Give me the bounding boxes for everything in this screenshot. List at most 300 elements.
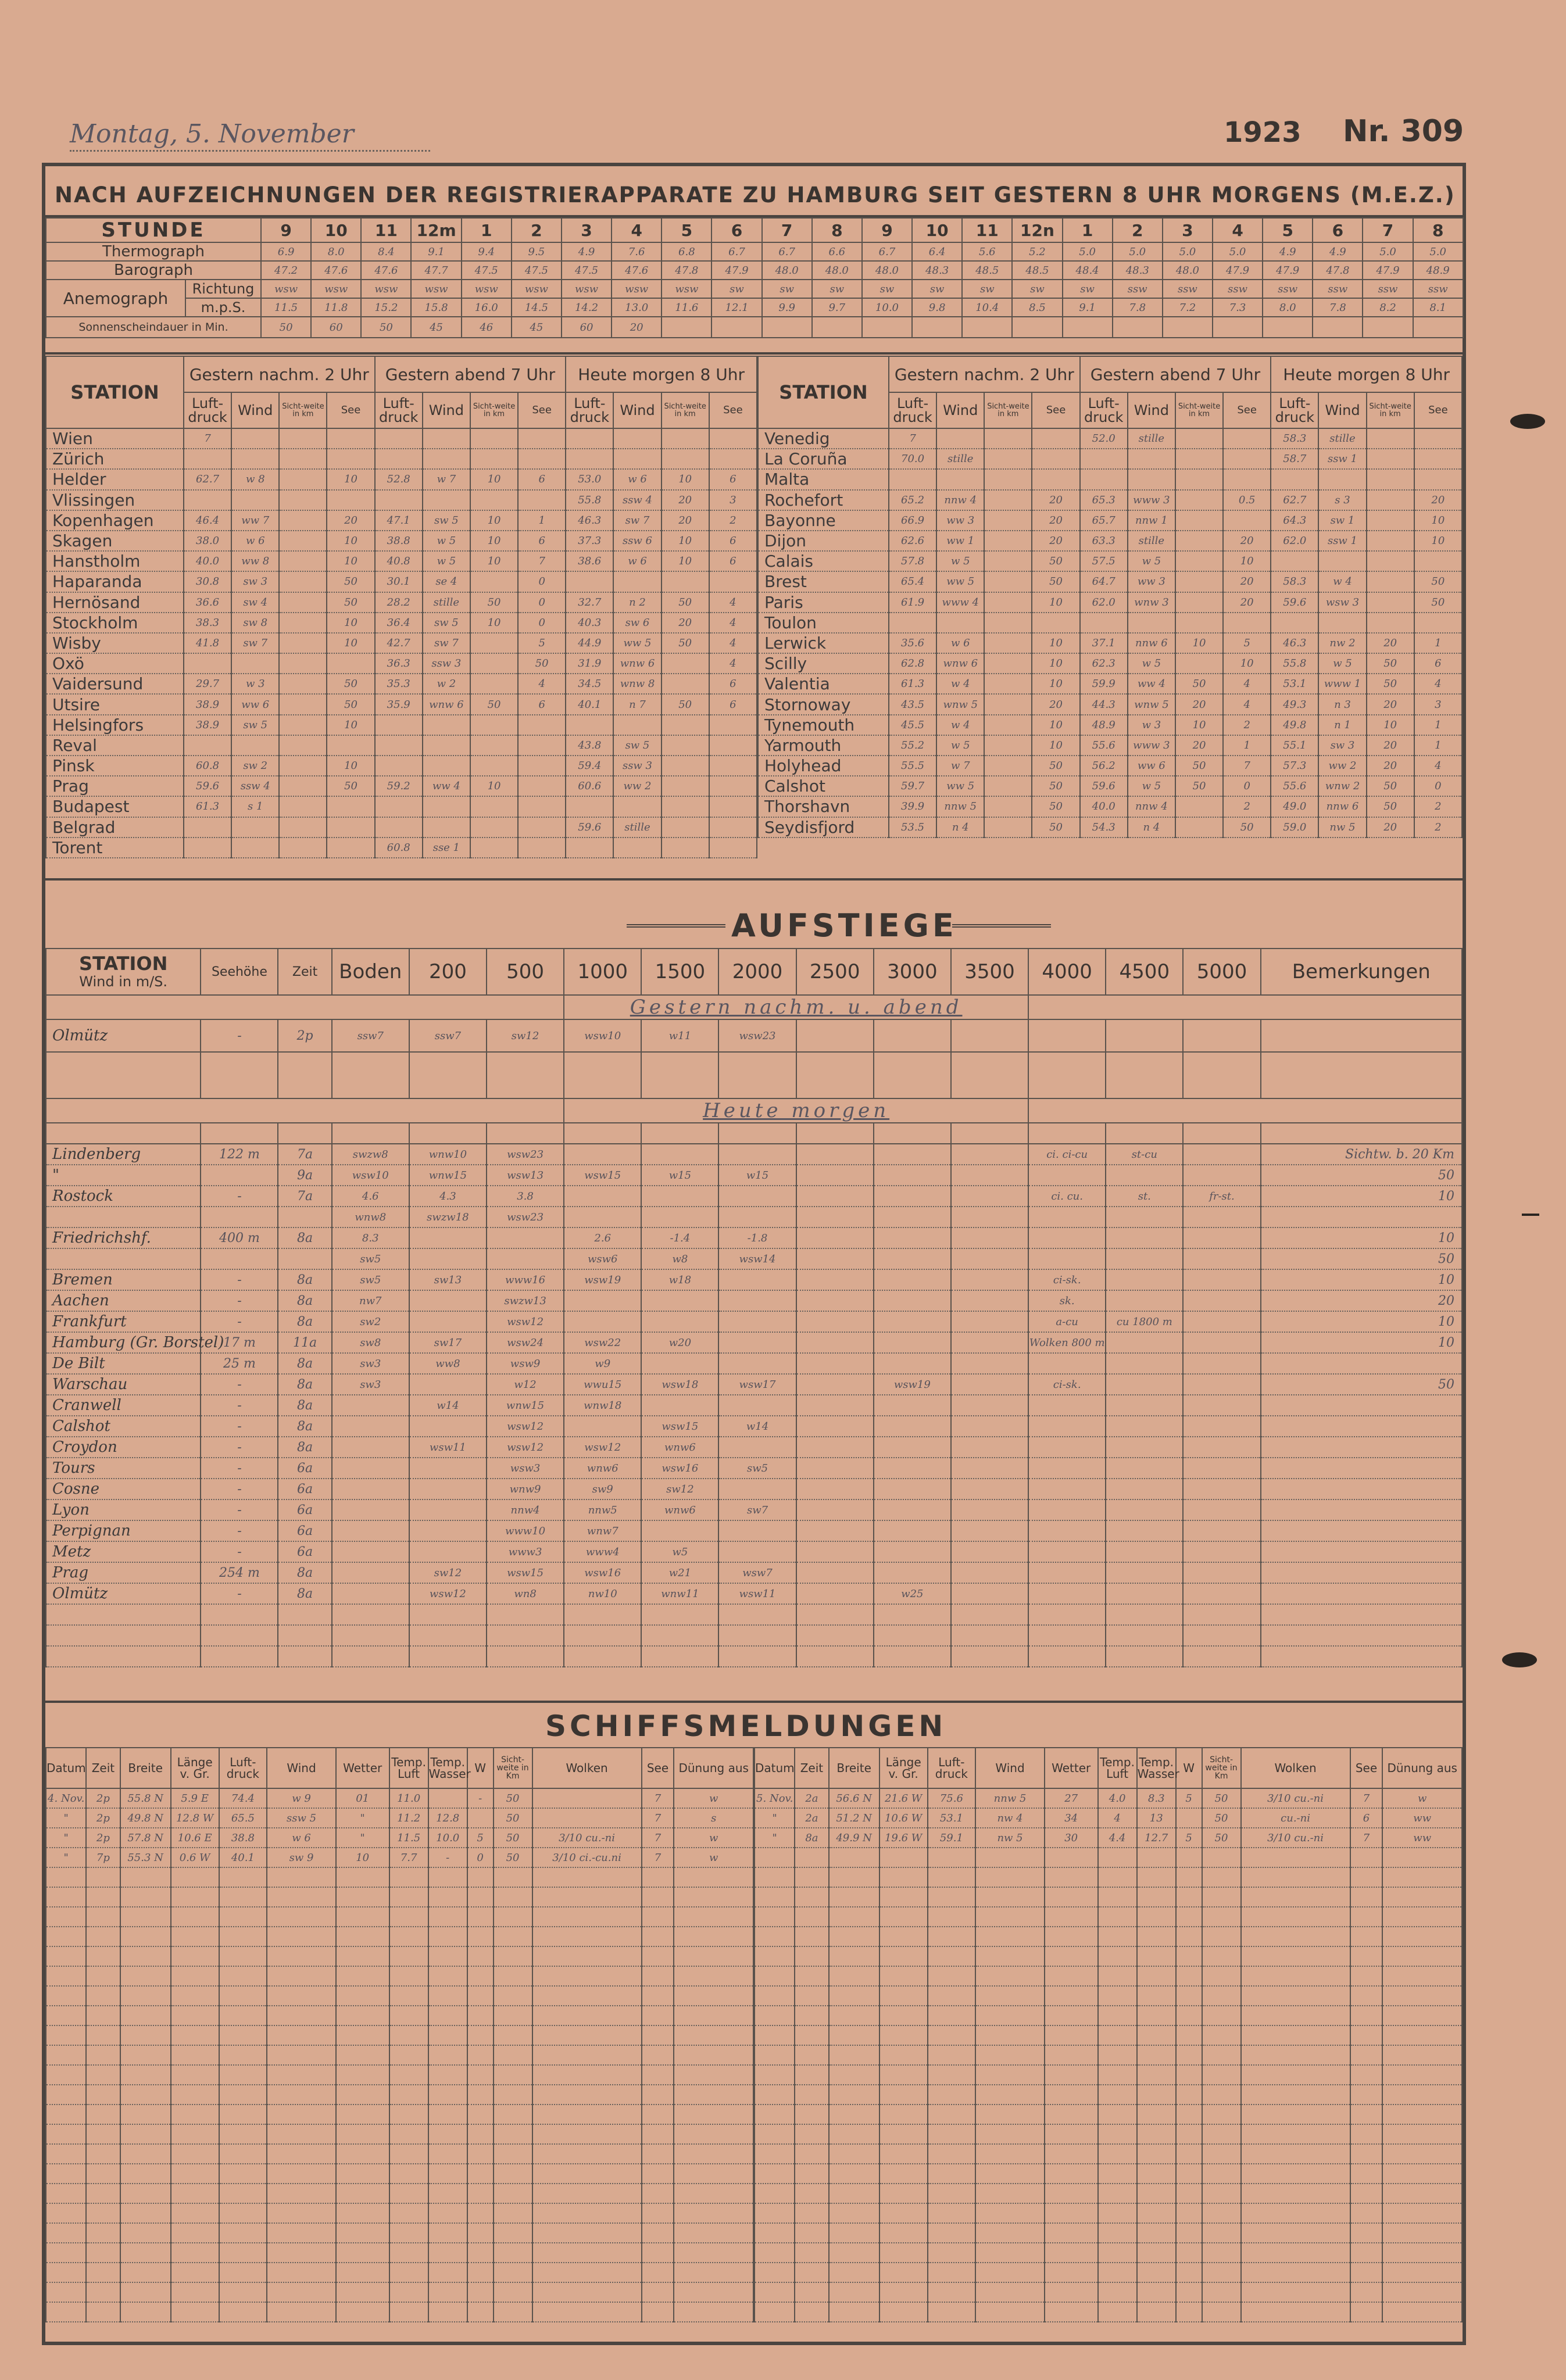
ship-value: 51.2 N (829, 1808, 879, 1828)
station-name: Pinsk (46, 756, 184, 776)
ascent-wind (1028, 1395, 1106, 1416)
ascent-wind: wnw11 (641, 1583, 718, 1604)
obs-value (375, 796, 423, 817)
ship-row (755, 1788, 1462, 1808)
ascent-wind (332, 1437, 409, 1458)
row-sublabel: m.p.S. (185, 298, 261, 317)
ascent-wind (718, 1520, 796, 1541)
obs-value (470, 817, 518, 838)
ascent-wind: wnw7 (564, 1520, 641, 1541)
obs-value: 6 (1414, 653, 1462, 674)
obs-value: 50 (1414, 592, 1462, 613)
station-table-right (757, 356, 1463, 838)
ship-row (46, 2085, 753, 2105)
ascent-wind: w15 (641, 1165, 718, 1186)
ascent-zeit: 6a (278, 1499, 331, 1520)
hourly-value: 5.0 (1413, 242, 1463, 261)
ascent-wind: wwu15 (564, 1374, 641, 1395)
obs-value: 50 (662, 694, 709, 714)
ascent-zeit: 8a (278, 1437, 331, 1458)
hourly-value: 50 (361, 317, 411, 338)
ascent-row (46, 1207, 1462, 1227)
hourly-value (1113, 317, 1163, 338)
ship-row (46, 2045, 753, 2065)
ascent-wind: wsw18 (641, 1374, 718, 1395)
ascent-wind: wsw15 (641, 1416, 718, 1437)
obs-value: www 3 (1128, 735, 1175, 756)
ascent-wind (951, 1248, 1028, 1269)
obs-value: 10 (1367, 715, 1414, 735)
ascent-wind: wsw17 (718, 1374, 796, 1395)
obs-value (662, 653, 709, 674)
hourly-value: 11.6 (662, 298, 712, 317)
obs-value (984, 551, 1032, 571)
obs-value: 10 (1223, 551, 1271, 571)
obs-value: 50 (662, 633, 709, 653)
obs-value: 59.6 (184, 776, 231, 796)
station-name: Helsingfors (46, 715, 184, 735)
ship-value: 7 (1350, 1828, 1383, 1848)
obs-value: 58.3 (1271, 428, 1318, 449)
obs-value: 59.4 (566, 756, 613, 776)
ascent-wind (951, 1520, 1028, 1541)
ascent-station: Tours (46, 1458, 201, 1479)
hourly-value: 47.9 (1263, 261, 1313, 280)
obs-value (518, 817, 566, 838)
obs-value: wnw 5 (936, 694, 984, 714)
ascent-wind (1028, 1479, 1106, 1499)
ascent-station: Cosne (46, 1479, 201, 1499)
hourly-value: 10.0 (862, 298, 912, 317)
obs-value: w 5 (1128, 653, 1175, 674)
ship-row (755, 2302, 1462, 2322)
obs-value: 20 (1032, 490, 1079, 510)
obs-value (279, 613, 327, 633)
ship-value: 3/10 ci.-cu.ni (532, 1848, 642, 1867)
ascent-wind (1106, 1562, 1183, 1583)
obs-value: 66.9 (889, 510, 936, 531)
ship-col-header: Wolken (532, 1748, 642, 1788)
station-row (46, 694, 757, 714)
ascent-wind (951, 1290, 1028, 1311)
obs-value (1032, 428, 1079, 449)
obs-value (470, 653, 518, 674)
ascent-wind (1028, 1416, 1106, 1437)
obs-value (279, 817, 327, 838)
obs-value (1271, 613, 1318, 633)
ascent-wind (796, 1311, 874, 1332)
obs-value (184, 653, 231, 674)
obs-value (470, 796, 518, 817)
ascent-row (46, 1499, 1462, 1520)
col-header: See (327, 392, 374, 428)
obs-value (709, 449, 757, 469)
obs-value (709, 756, 757, 776)
hourly-value: 4.9 (1313, 242, 1363, 261)
ascent-wind: sw3 (332, 1353, 409, 1374)
ship-value: s (674, 1808, 753, 1828)
ship-value: 01 (336, 1788, 389, 1808)
ascent-station: Rostock (46, 1186, 201, 1207)
obs-value (1175, 592, 1223, 613)
hour-cell: 11 (361, 218, 411, 242)
ship-value: 53.1 (928, 1808, 976, 1828)
hourly-value: wsw (411, 280, 461, 298)
station-row (758, 449, 1462, 469)
altitude-header: 500 (487, 949, 564, 995)
ascent-wind (874, 1520, 951, 1541)
obs-value (936, 613, 984, 633)
obs-value: w 3 (231, 674, 279, 694)
hour-cell: 11 (962, 218, 1012, 242)
obs-value: se 4 (423, 571, 470, 592)
obs-value (231, 653, 279, 674)
obs-value: 1 (1223, 735, 1271, 756)
ship-value: 2a (795, 1808, 828, 1828)
station-name: Calais (758, 551, 889, 571)
hourly-value (1263, 317, 1313, 338)
obs-value (984, 756, 1032, 776)
ship-value: 8.3 (1137, 1788, 1176, 1808)
obs-value (470, 715, 518, 735)
ship-row (755, 1828, 1462, 1848)
obs-value: 50 (327, 592, 374, 613)
altitude-header: Boden (332, 949, 409, 995)
obs-value (984, 735, 1032, 756)
ascent-wind (564, 1186, 641, 1207)
obs-value (184, 490, 231, 510)
obs-value: 50 (327, 674, 374, 694)
hourly-value: 14.2 (562, 298, 612, 317)
obs-value: 59.7 (889, 776, 936, 796)
obs-value: w 6 (613, 551, 661, 571)
obs-value: 36.4 (375, 613, 423, 633)
ascent-wind (1106, 1374, 1183, 1395)
obs-value (1175, 571, 1223, 592)
obs-value: 10 (470, 551, 518, 571)
obs-value (984, 653, 1032, 674)
hourly-value: 48.0 (762, 261, 812, 280)
obs-value: ww 5 (936, 776, 984, 796)
hourly-value: sw (1012, 280, 1062, 298)
ship-value: 7p (86, 1848, 120, 1867)
ship-row (755, 1966, 1462, 1986)
station-row (758, 735, 1462, 756)
obs-value (423, 735, 470, 756)
ascent-wind (1183, 1374, 1260, 1395)
ascent-wind (874, 1290, 951, 1311)
obs-value: 50 (1367, 653, 1414, 674)
hourly-value: 47.9 (712, 261, 761, 280)
hourly-value: wsw (261, 280, 311, 298)
station-row (758, 469, 1462, 489)
ship-row (755, 2203, 1462, 2223)
obs-value: nnw 5 (936, 796, 984, 817)
hourly-row (46, 280, 1463, 298)
obs-value: ww 6 (231, 694, 279, 714)
obs-value: ww 8 (231, 551, 279, 571)
ship-row (46, 1867, 753, 1887)
obs-value: sw 7 (613, 510, 661, 531)
obs-value: 59.9 (1080, 674, 1128, 694)
obs-value (709, 796, 757, 817)
ascent-wind: wsw16 (641, 1458, 718, 1479)
hourly-value: 47.9 (1363, 261, 1413, 280)
obs-value: 35.6 (889, 633, 936, 653)
hourly-value: 5.0 (1063, 242, 1113, 261)
obs-value (1271, 469, 1318, 489)
ascent-wind: sw7 (718, 1499, 796, 1520)
ship-value: 13 (1137, 1808, 1176, 1828)
obs-value: 49.8 (1271, 715, 1318, 735)
obs-value (470, 838, 518, 858)
ship-col-header: Temp. Wasser (428, 1748, 467, 1788)
ship-value: 10.6 W (879, 1808, 928, 1828)
obs-value (279, 428, 327, 449)
ship-value: 50 (494, 1808, 532, 1828)
col-header: See (1032, 392, 1079, 428)
ascent-wind: wsw19 (564, 1269, 641, 1290)
ascent-wind (718, 1290, 796, 1311)
ascent-row (46, 1583, 1462, 1604)
obs-value (1367, 510, 1414, 531)
aufstiege-header-row (46, 949, 1462, 995)
ascent-hoehe: 254 m (201, 1562, 278, 1583)
hourly-value (1363, 317, 1413, 338)
hourly-value: 11.5 (261, 298, 311, 317)
ship-value: 55.3 N (120, 1848, 171, 1867)
ship-row (755, 1887, 1462, 1907)
obs-value (231, 428, 279, 449)
ascent-wind: sw8 (332, 1332, 409, 1353)
ascent-wind (1106, 1332, 1183, 1353)
obs-value: 65.3 (1080, 490, 1128, 510)
ship-value: 55.8 N (120, 1788, 171, 1808)
ascent-zeit (278, 1248, 331, 1269)
ascent-wind: wsw22 (564, 1332, 641, 1353)
hourly-value: 47.5 (512, 261, 562, 280)
obs-value: 64.3 (1271, 510, 1318, 531)
obs-value (1367, 428, 1414, 449)
obs-value (518, 756, 566, 776)
schiffsmeldungen-title: SCHIFFSMELDUNGEN (545, 1709, 947, 1743)
obs-value (936, 469, 984, 489)
ascent-wind (1106, 1019, 1183, 1052)
obs-value (566, 571, 613, 592)
ascent-hoehe: - (201, 1437, 278, 1458)
ship-value: 10.0 (428, 1828, 467, 1848)
ascent-bemerkung: 10 (1261, 1311, 1462, 1332)
ship-row (755, 2025, 1462, 2045)
obs-value: 63.3 (1080, 531, 1128, 551)
altitude-header: 200 (409, 949, 487, 995)
station-name: Belgrad (46, 817, 184, 838)
ascent-row (46, 1186, 1462, 1207)
hour-cell: 8 (1413, 218, 1463, 242)
obs-value: nw 2 (1318, 633, 1366, 653)
obs-value (984, 469, 1032, 489)
ship-col-header: Dünung aus (1382, 1748, 1462, 1788)
obs-value: sw 7 (231, 633, 279, 653)
altitude-header: 4000 (1028, 949, 1106, 995)
obs-value (279, 653, 327, 674)
ascent-wind (1183, 1395, 1260, 1416)
station-name: La Coruña (758, 449, 889, 469)
obs-value (662, 817, 709, 838)
hour-cell: 10 (912, 218, 962, 242)
ascent-bemerkung (1261, 1541, 1462, 1562)
obs-value (1223, 469, 1271, 489)
hourly-value: 47.2 (261, 261, 311, 280)
obs-value (984, 571, 1032, 592)
ship-col-header: Breite (120, 1748, 171, 1788)
ascent-wind: wnw6 (641, 1499, 718, 1520)
ship-value (467, 1808, 494, 1828)
ship-value: 4 (1098, 1808, 1137, 1828)
obs-value: sw 5 (231, 715, 279, 735)
ship-table-left (45, 1747, 754, 2322)
obs-value (662, 571, 709, 592)
altitude-header: 3500 (951, 949, 1028, 995)
obs-value (984, 490, 1032, 510)
ascent-wind (951, 1269, 1028, 1290)
obs-value: ww 4 (423, 776, 470, 796)
station-name: Hanstholm (46, 551, 184, 571)
ascent-bemerkung: 10 (1261, 1332, 1462, 1353)
hourly-value: wsw (612, 280, 662, 298)
hourly-value: 47.7 (411, 261, 461, 280)
ship-value: 3/10 cu.-ni (1241, 1788, 1350, 1808)
hourly-value: wsw (311, 280, 361, 298)
station-row (46, 531, 757, 551)
obs-value: 6 (709, 469, 757, 489)
obs-value: 3 (709, 490, 757, 510)
obs-value (1175, 653, 1223, 674)
obs-value: 50 (1032, 817, 1079, 838)
obs-value (279, 838, 327, 858)
obs-value (327, 735, 374, 756)
ascent-wind (951, 1019, 1028, 1052)
hourly-value: 7.8 (1113, 298, 1163, 317)
obs-value (470, 756, 518, 776)
obs-value: 4 (709, 613, 757, 633)
ascent-zeit: 8a (278, 1395, 331, 1416)
ascent-wind (332, 1479, 409, 1499)
wind-unit-label: Wind in m/S. (79, 974, 168, 990)
ascent-row (46, 1353, 1462, 1374)
obs-value: n 3 (1318, 694, 1366, 714)
ascent-wind (1028, 1227, 1106, 1248)
ascent-station: Perpignan (46, 1520, 201, 1541)
station-name: Rochefort (758, 490, 889, 510)
altitude-header: Bemerkungen (1261, 949, 1462, 995)
station-row (46, 817, 757, 838)
ascent-wind (874, 1416, 951, 1437)
obs-value (662, 756, 709, 776)
obs-value (375, 756, 423, 776)
obs-value: 1 (518, 510, 566, 531)
hourly-value: 47.6 (612, 261, 662, 280)
obs-value (231, 449, 279, 469)
obs-value: w 3 (1128, 715, 1175, 735)
ascent-wind: 3.8 (487, 1186, 564, 1207)
obs-value: 10 (470, 469, 518, 489)
station-row (46, 613, 757, 633)
ship-row (755, 1986, 1462, 2006)
obs-value: 1 (1414, 735, 1462, 756)
hourly-value: 5.0 (1113, 242, 1163, 261)
obs-value: 10 (327, 715, 374, 735)
obs-value: 10 (470, 776, 518, 796)
obs-value: 53.1 (1271, 674, 1318, 694)
ship-value: 5 (1176, 1788, 1202, 1808)
obs-value: 62.7 (1271, 490, 1318, 510)
ship-row (755, 2006, 1462, 2025)
hourly-value: ssw (1363, 280, 1413, 298)
ascent-row (46, 1019, 1462, 1052)
obs-value: 50 (1175, 776, 1223, 796)
ascent-wind: w15 (718, 1165, 796, 1186)
obs-value: 35.3 (375, 674, 423, 694)
obs-value: 3 (1414, 694, 1462, 714)
ascent-wind: nw7 (332, 1290, 409, 1311)
col-header: See (1414, 392, 1462, 428)
ascent-wind (1106, 1520, 1183, 1541)
obs-value: 10 (662, 531, 709, 551)
ascent-wind (874, 1562, 951, 1583)
ascent-wind: sw5 (332, 1248, 409, 1269)
ascent-wind: w14 (718, 1416, 796, 1437)
ship-col-header: Sicht-weite in Km (494, 1748, 532, 1788)
obs-value (279, 490, 327, 510)
ship-value: 12.8 W (171, 1808, 219, 1828)
obs-value: 2 (709, 510, 757, 531)
ascent-wind: ssw7 (409, 1019, 487, 1052)
obs-value: 59.2 (375, 776, 423, 796)
ascent-wind (332, 1416, 409, 1437)
ship-value: sw 9 (267, 1848, 336, 1867)
obs-value (662, 428, 709, 449)
ascent-zeit: 8a (278, 1562, 331, 1583)
obs-value: ww 7 (231, 510, 279, 531)
ship-value: " (755, 1828, 795, 1848)
ascent-wind: ww8 (409, 1353, 487, 1374)
ascent-wind (718, 1144, 796, 1165)
station-name: Bayonne (758, 510, 889, 531)
ascent-wind (1028, 1165, 1106, 1186)
ascent-wind: Wolken 800 m (1028, 1332, 1106, 1353)
ship-value: w 6 (267, 1828, 336, 1848)
obs-value (1175, 796, 1223, 817)
obs-value (1367, 551, 1414, 571)
ascent-bemerkung (1261, 1416, 1462, 1437)
obs-value: stille (1128, 531, 1175, 551)
obs-value (279, 735, 327, 756)
ship-row (46, 2184, 753, 2203)
obs-value: 60.8 (184, 756, 231, 776)
ascent-row (46, 1248, 1462, 1269)
obs-value (1128, 469, 1175, 489)
ascent-wind (1183, 1541, 1260, 1562)
ascent-wind (1106, 1479, 1183, 1499)
ascent-row (46, 1520, 1462, 1541)
ship-row (755, 1848, 1462, 1867)
ascent-wind: www4 (564, 1541, 641, 1562)
ascent-wind (1183, 1207, 1260, 1227)
ascent-wind: w20 (641, 1332, 718, 1353)
ascent-wind (641, 1144, 718, 1165)
obs-value: 55.8 (1271, 653, 1318, 674)
